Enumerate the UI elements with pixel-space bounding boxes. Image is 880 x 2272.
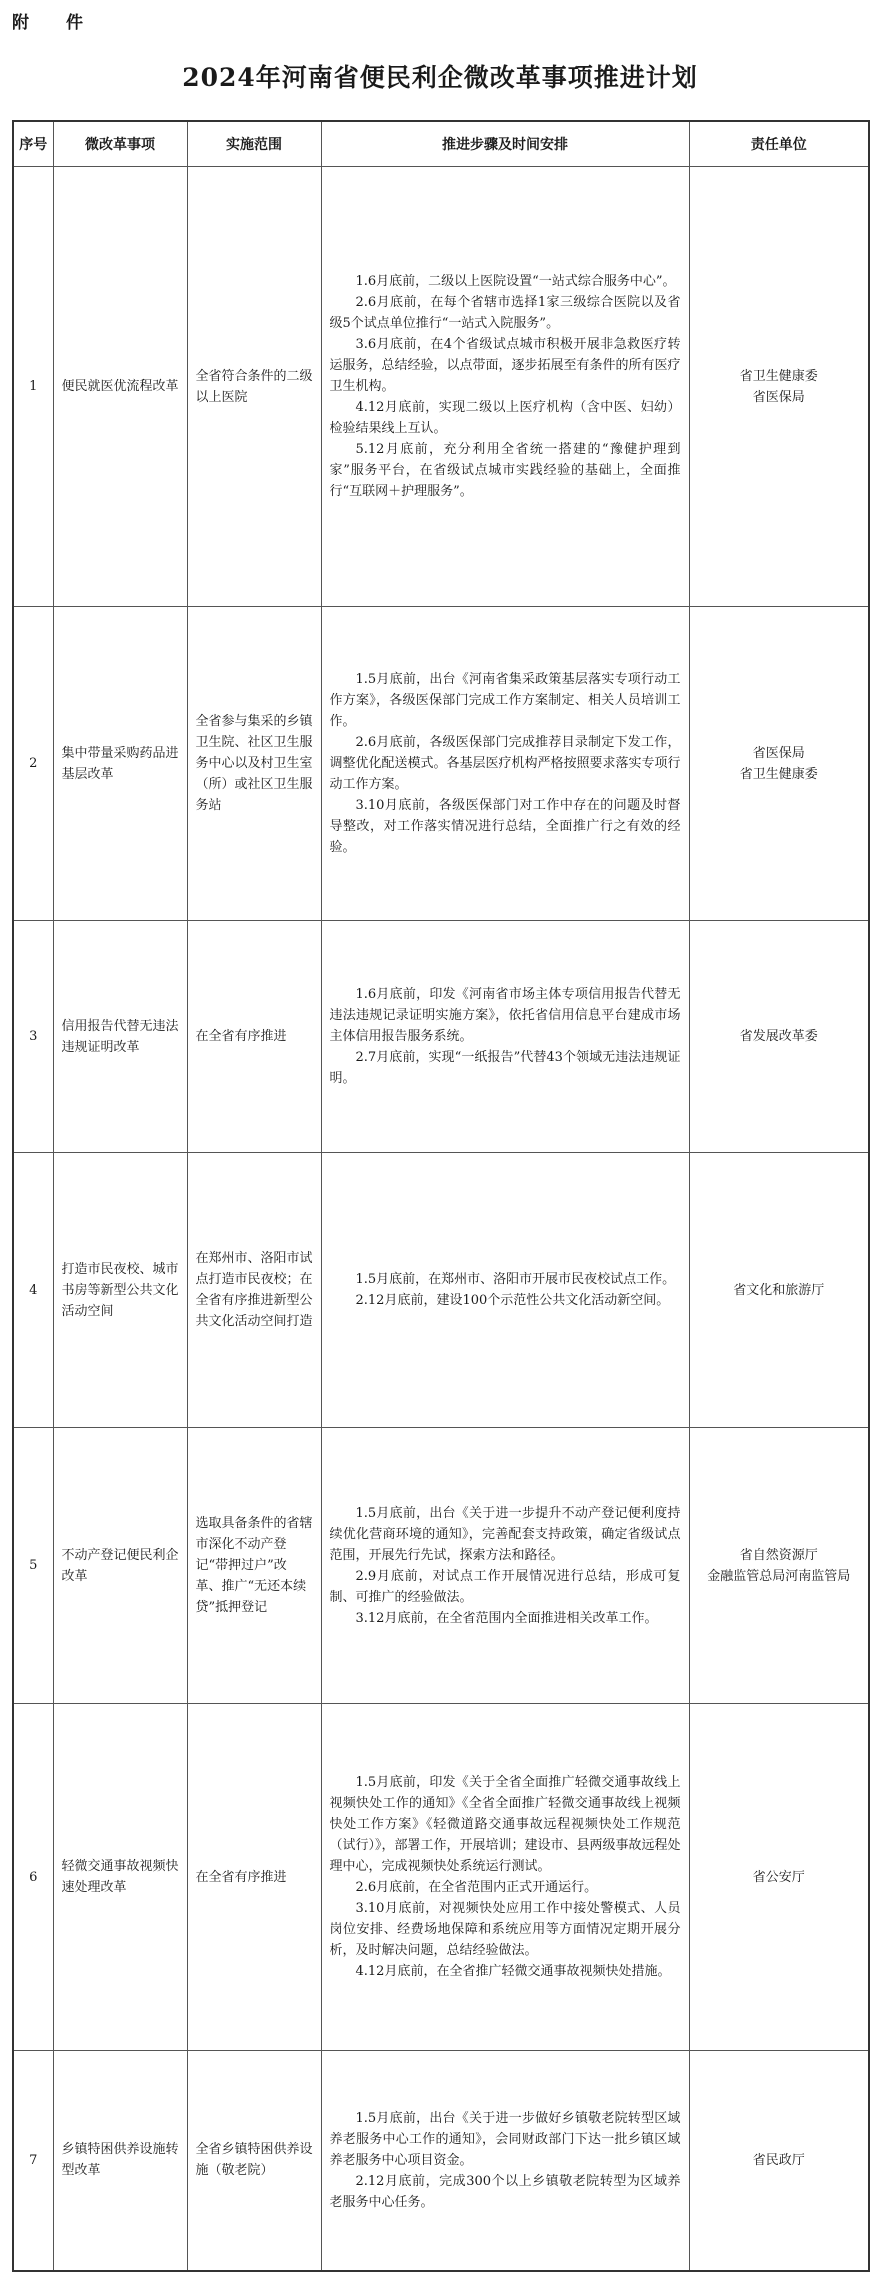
row-number: 6 [13, 1704, 53, 2051]
step-text: 1.5月底前，在郑州市、洛阳市开展市民夜校试点工作。 [355, 1272, 676, 1287]
step-text: 2.6月底前，在全省范围内正式开通运行。 [355, 1880, 598, 1895]
step-text: 2.6月底前，各级医保部门完成推荐目录制定下发工作，调整优化配送模式。各基层医疗机构严格按照要求落实专项行动工作方案。 [329, 735, 681, 792]
column-header-steps: 推进步骤及时间安排 [321, 121, 689, 167]
responsible-unit [689, 1153, 869, 1428]
reform-item: 信用报告代替无违法违规证明改革 [53, 921, 187, 1153]
unit-name: 省文化和旅游厅 [733, 1282, 825, 1298]
row-number: 1 [13, 167, 53, 607]
step-text: 2.12月底前，完成300个以上乡镇敬老院转型为区域养老服务中心任务。 [329, 2173, 681, 2210]
unit-name: 省自然资源厅 [739, 1547, 818, 1563]
step-text: 2.7月底前，实现“一纸报告”代替43个领域无违法违规证明。 [329, 1050, 681, 1086]
unit-name: 省发展改革委 [739, 1029, 818, 1044]
step-text: 2.12月底前，建设100个示范性公共文化活动新空间。 [355, 1293, 670, 1308]
reform-item: 乡镇特困供养设施转型改革 [53, 2051, 187, 2271]
steps-cell [321, 1704, 689, 2051]
step-text: 1.5月底前，出台《关于进一步做好乡镇敬老院转型区域养老服务中心工作的通知》，会同财政部门下达一批乡镇区域养老服务中心项目资金。 [329, 2110, 681, 2168]
unit-name: 省医保局 [752, 389, 805, 405]
implementation-scope: 选取具备条件的省辖市深化不动产登记“带押过户”改革、推广“无还本续贷”抵押登记 [187, 1428, 321, 1704]
reform-item: 集中带量采购药品进基层改革 [53, 607, 187, 921]
implementation-scope: 全省符合条件的二级以上医院 [187, 167, 321, 607]
steps-cell [321, 921, 689, 1153]
plan-table [12, 120, 870, 2272]
step-text: 1.6月底前，印发《河南省市场主体专项信用报告代替无违法违规记录证明实施方案》，依托省信用信息平台建成市场主体信用报告服务系统。 [329, 987, 681, 1044]
column-header-no: 序号 [13, 121, 53, 167]
implementation-scope: 在全省有序推进 [187, 1704, 321, 2051]
responsible-unit [689, 2051, 869, 2271]
table-row [13, 607, 869, 921]
step-text: 2.9月底前，对试点工作开展情况进行总结，形成可复制、可推广的经验做法。 [329, 1568, 681, 1605]
row-number: 5 [13, 1428, 53, 1704]
step-text: 1.5月底前，出台《关于进一步提升不动产登记便利度持续优化营商环境的通知》，完善配套支持政策，确定省级试点范围，开展先行先试，探索方法和路径。 [329, 1505, 681, 1563]
steps-cell [321, 167, 689, 607]
unit-name: 省卫生健康委 [739, 368, 818, 384]
step-text: 1.6月底前，二级以上医院设置“一站式综合服务中心”。 [355, 274, 676, 289]
step-text: 2.6月底前，在每个省辖市选择1家三级综合医院以及省级5个试点单位推行“一站式入院服务”。 [329, 295, 681, 331]
responsible-unit [689, 607, 869, 921]
unit-name: 省医保局 [752, 745, 805, 761]
step-text: 1.5月底前，印发《关于全省全面推广轻微交通事故线上视频快处工作的通知》《全省全面推广轻微交通事故线上视频快处工作方案》《轻微道路交通事故远程视频快处工作规范（试行）》，部署工作，开展培训；建设市、县两级事故远程处理中心，完成视频快处系统运行测试。 [329, 1775, 681, 1874]
responsible-unit [689, 167, 869, 607]
table-row [13, 1428, 869, 1704]
row-number: 3 [13, 921, 53, 1153]
row-number: 4 [13, 1153, 53, 1428]
unit-name: 省民政厅 [752, 2152, 805, 2168]
steps-cell [321, 1428, 689, 1704]
column-header-unit: 责任单位 [689, 121, 869, 167]
unit-name: 金融监管总局河南监管局 [707, 1568, 851, 1584]
steps-cell [321, 607, 689, 921]
step-text: 5.12月底前，充分利用全省统一搭建的“豫健护理到家”服务平台，在省级试点城市实践经验的基础上，全面推行“互联网＋护理服务”。 [329, 442, 681, 499]
table-row [13, 2051, 869, 2271]
column-header-scope: 实施范围 [187, 121, 321, 167]
implementation-scope: 在全省有序推进 [187, 921, 321, 1153]
table-header-row [13, 121, 869, 167]
row-number: 7 [13, 2051, 53, 2271]
reform-item: 轻微交通事故视频快速处理改革 [53, 1704, 187, 2051]
table-row [13, 921, 869, 1153]
step-text: 3.6月底前，在4个省级试点城市积极开展非急救医疗转运服务，总结经验，以点带面，逐步拓展至有条件的所有医疗卫生机构。 [329, 337, 681, 394]
reform-item: 打造市民夜校、城市书房等新型公共文化活动空间 [53, 1153, 187, 1428]
unit-name: 省卫生健康委 [739, 766, 818, 782]
step-text: 3.12月底前，在全省范围内全面推进相关改革工作。 [355, 1610, 658, 1626]
step-text: 1.5月底前，出台《河南省集采政策基层落实专项行动工作方案》，各级医保部门完成工作方案制定、相关人员培训工作。 [329, 672, 681, 729]
responsible-unit [689, 1428, 869, 1704]
responsible-unit [689, 921, 869, 1153]
implementation-scope: 在郑州市、洛阳市试点打造市民夜校；在全省有序推进新型公共文化活动空间打造 [187, 1153, 321, 1428]
step-text: 3.10月底前，各级医保部门对工作中存在的问题及时督导整改，对工作落实情况进行总结，全面推广行之有效的经验。 [329, 798, 681, 855]
table-row [13, 1153, 869, 1428]
row-number: 2 [13, 607, 53, 921]
table-row [13, 1704, 869, 2051]
unit-name: 省公安厅 [752, 1869, 805, 1885]
implementation-scope: 全省参与集采的乡镇卫生院、社区卫生服务中心以及村卫生室（所）或社区卫生服务站 [187, 607, 321, 921]
step-text: 4.12月底前，在全省推广轻微交通事故视频快处措施。 [355, 1964, 671, 1979]
implementation-scope: 全省乡镇特困供养设施（敬老院） [187, 2051, 321, 2271]
reform-item: 不动产登记便民利企改革 [53, 1428, 187, 1704]
steps-cell [321, 2051, 689, 2271]
attachment-label: 附 件 [12, 13, 93, 33]
step-text: 4.12月底前，实现二级以上医疗机构（含中医、妇幼）检验结果线上互认。 [329, 400, 681, 436]
responsible-unit [689, 1704, 869, 2051]
table-row [13, 167, 869, 607]
step-text: 3.10月底前，对视频快处应用工作中接处警模式、人员岗位安排、经费场地保障和系统应用等方面情况定期开展分析，及时解决问题，总结经验做法。 [329, 1901, 681, 1958]
column-header-item: 微改革事项 [53, 121, 187, 167]
reform-item: 便民就医优流程改革 [53, 167, 187, 607]
page-title: 2024年河南省便民利企微改革事项推进计划 [182, 63, 698, 92]
steps-cell [321, 1153, 689, 1428]
